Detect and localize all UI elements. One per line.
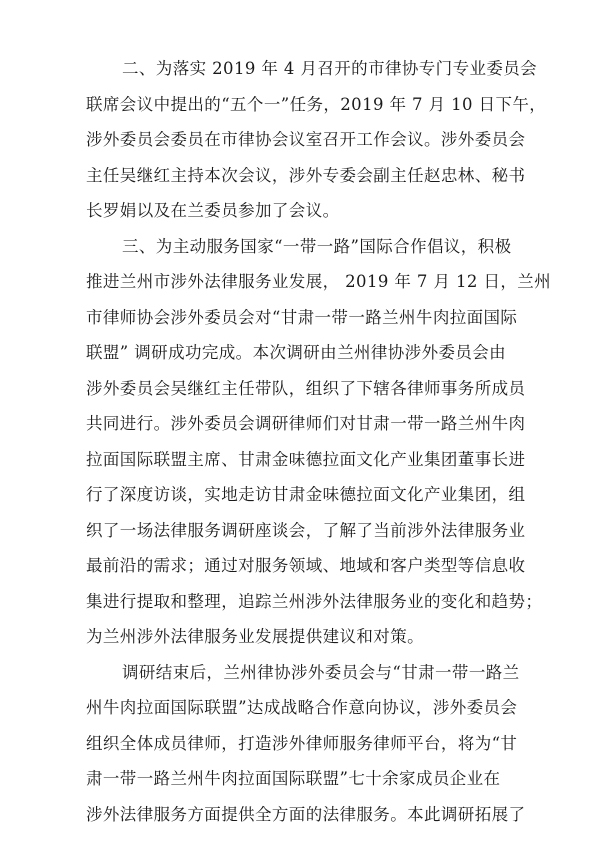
text-line: 州牛肉拉面国际联盟”达成战略合作意向协议，涉外委员会 [86,698,518,717]
text-line: 肃一带一路兰州牛肉拉面国际联盟”七十余家成员企业在 [86,769,501,788]
text-line: 织了一场法律服务调研座谈会，了解了当前涉外法律服务业 [86,520,526,540]
text-line: 涉外委员会吴继红主任带队，组织了下辖各律师事务所成员 [86,378,526,398]
text-line: 市律师协会涉外委员会对“甘肃一带一路兰州牛肉拉面国际 [86,307,518,327]
text-line: 拉面国际联盟主席、甘肃金味德拉面文化产业集团董事长进 [86,449,526,469]
text-line: 涉外委员会委员在市律协会议室召开工作会议。涉外委员会 [86,130,526,149]
text-line: 联盟” 调研成功完成。本次调研由兰州律协涉外委员会由 [86,343,507,362]
text-line: 三、为主动服务国家“一带一路”国际合作倡议，积极 [122,236,512,256]
text-line: 共同进行。涉外委员会调研律师们对甘肃一带一路兰州牛肉 [86,414,526,433]
text-line: 调研结束后，兰州律协涉外委员会与“甘肃一带一路兰 [122,662,520,682]
text-line: 行了深度访谈，实地走访甘肃金味德拉面文化产业集团，组 [86,485,526,504]
text-line: 二、为落实 2019 年 4 月召开的市律协专门专业委员会 [122,59,538,78]
text-line: 长罗娟以及在兰委员参加了会议。 [86,201,340,220]
text-line: 涉外法律服务方面提供全方面的法律服务。本此调研拓展了 [86,804,526,824]
text-line: 组织全体成员律师，打造涉外律师服务律师平台，将为“甘 [86,733,518,753]
text-line: 联席会议中提出的“五个一”任务，2019 年 7 月 10 日下午， [86,94,547,114]
text-line: 集进行提取和整理，追踪兰州涉外法律服务业的变化和趋势； [86,591,543,611]
text-line: 为兰州涉外法律服务业发展提供建议和对策。 [86,627,424,646]
text-line: 推进兰州市涉外法律服务业发展， 2019 年 7 月 12 日，兰州 [86,272,552,291]
text-line: 最前沿的需求；通过对服务领域、地域和客户类型等信息收 [86,556,526,575]
text-line: 主任吴继红主持本次会议，涉外专委会副主任赵忠林、秘书 [86,165,526,185]
